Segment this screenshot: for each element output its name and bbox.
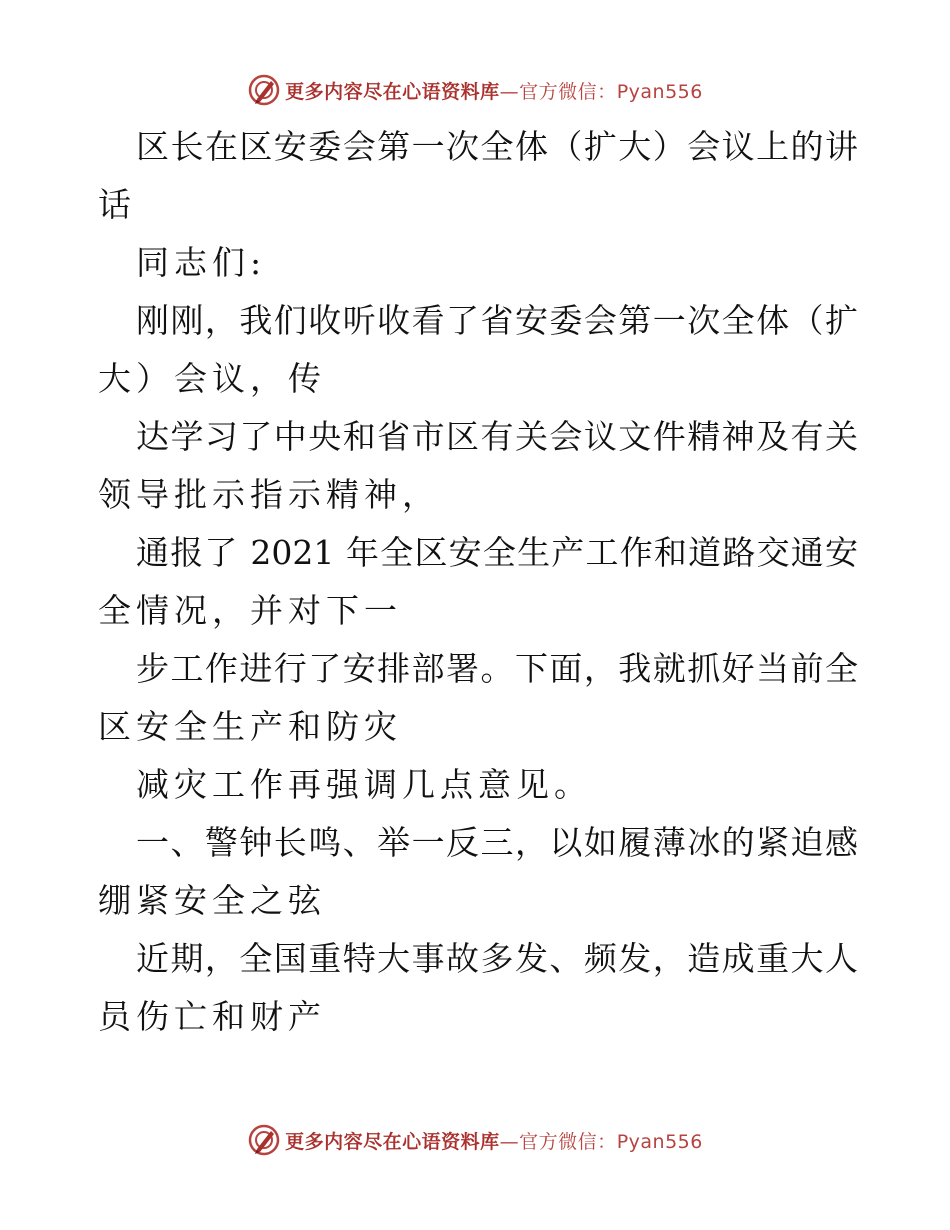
paragraph-line: 刚刚，我们收听收看了省安委会第一次全体（扩 — [136, 301, 858, 340]
banner-wechat-label: 官方微信： — [519, 1130, 617, 1153]
title-line-2: 话 — [98, 185, 136, 224]
footer-watermark — [0, 1120, 950, 1160]
title-line-1: 区长在区安委会第一次全体（扩大）会议上的讲 — [136, 127, 858, 166]
paragraph-line: 减灾工作再强调几点意见。 — [136, 765, 592, 804]
banner-wechat-id: Pyan556 — [616, 1130, 703, 1153]
banner-wechat-id: Pyan556 — [616, 80, 703, 103]
section-heading-line-1: 一、警钟长鸣、举一反三，以如履薄冰的紧迫感 — [136, 823, 858, 862]
paragraph-line: 步工作进行了安排部署。下面，我就抓好当前全 — [136, 649, 858, 688]
document-body — [98, 118, 858, 1046]
section-heading-line-2: 绷紧安全之弦 — [98, 881, 326, 920]
pen-logo-icon — [247, 1123, 281, 1157]
banner-main-text: 更多内容尽在心语资料库 — [285, 80, 500, 103]
paragraph-line: 通报了 2021 年全区安全生产工作和道路交通安 — [136, 533, 858, 572]
header-watermark — [0, 70, 950, 110]
banner-dash: — — [499, 1130, 520, 1153]
banner-dash: — — [499, 80, 520, 103]
paragraph-line: 员伤亡和财产 — [98, 997, 326, 1036]
paragraph-line: 达学习了中央和省市区有关会议文件精神及有关 — [136, 417, 858, 456]
pen-logo-icon — [247, 73, 281, 107]
paragraph-line: 全情况，并对下一 — [98, 591, 402, 630]
paragraph-line: 区安全生产和防灾 — [98, 707, 402, 746]
paragraph-line: 近期，全国重特大事故多发、频发，造成重大人 — [136, 939, 858, 978]
paragraph-line: 领导批示指示精神， — [98, 475, 440, 514]
paragraph-line: 大）会议，传 — [98, 359, 326, 398]
banner-wechat-label: 官方微信： — [519, 80, 617, 103]
salutation: 同志们: — [136, 243, 267, 282]
banner-main-text: 更多内容尽在心语资料库 — [285, 1130, 500, 1153]
